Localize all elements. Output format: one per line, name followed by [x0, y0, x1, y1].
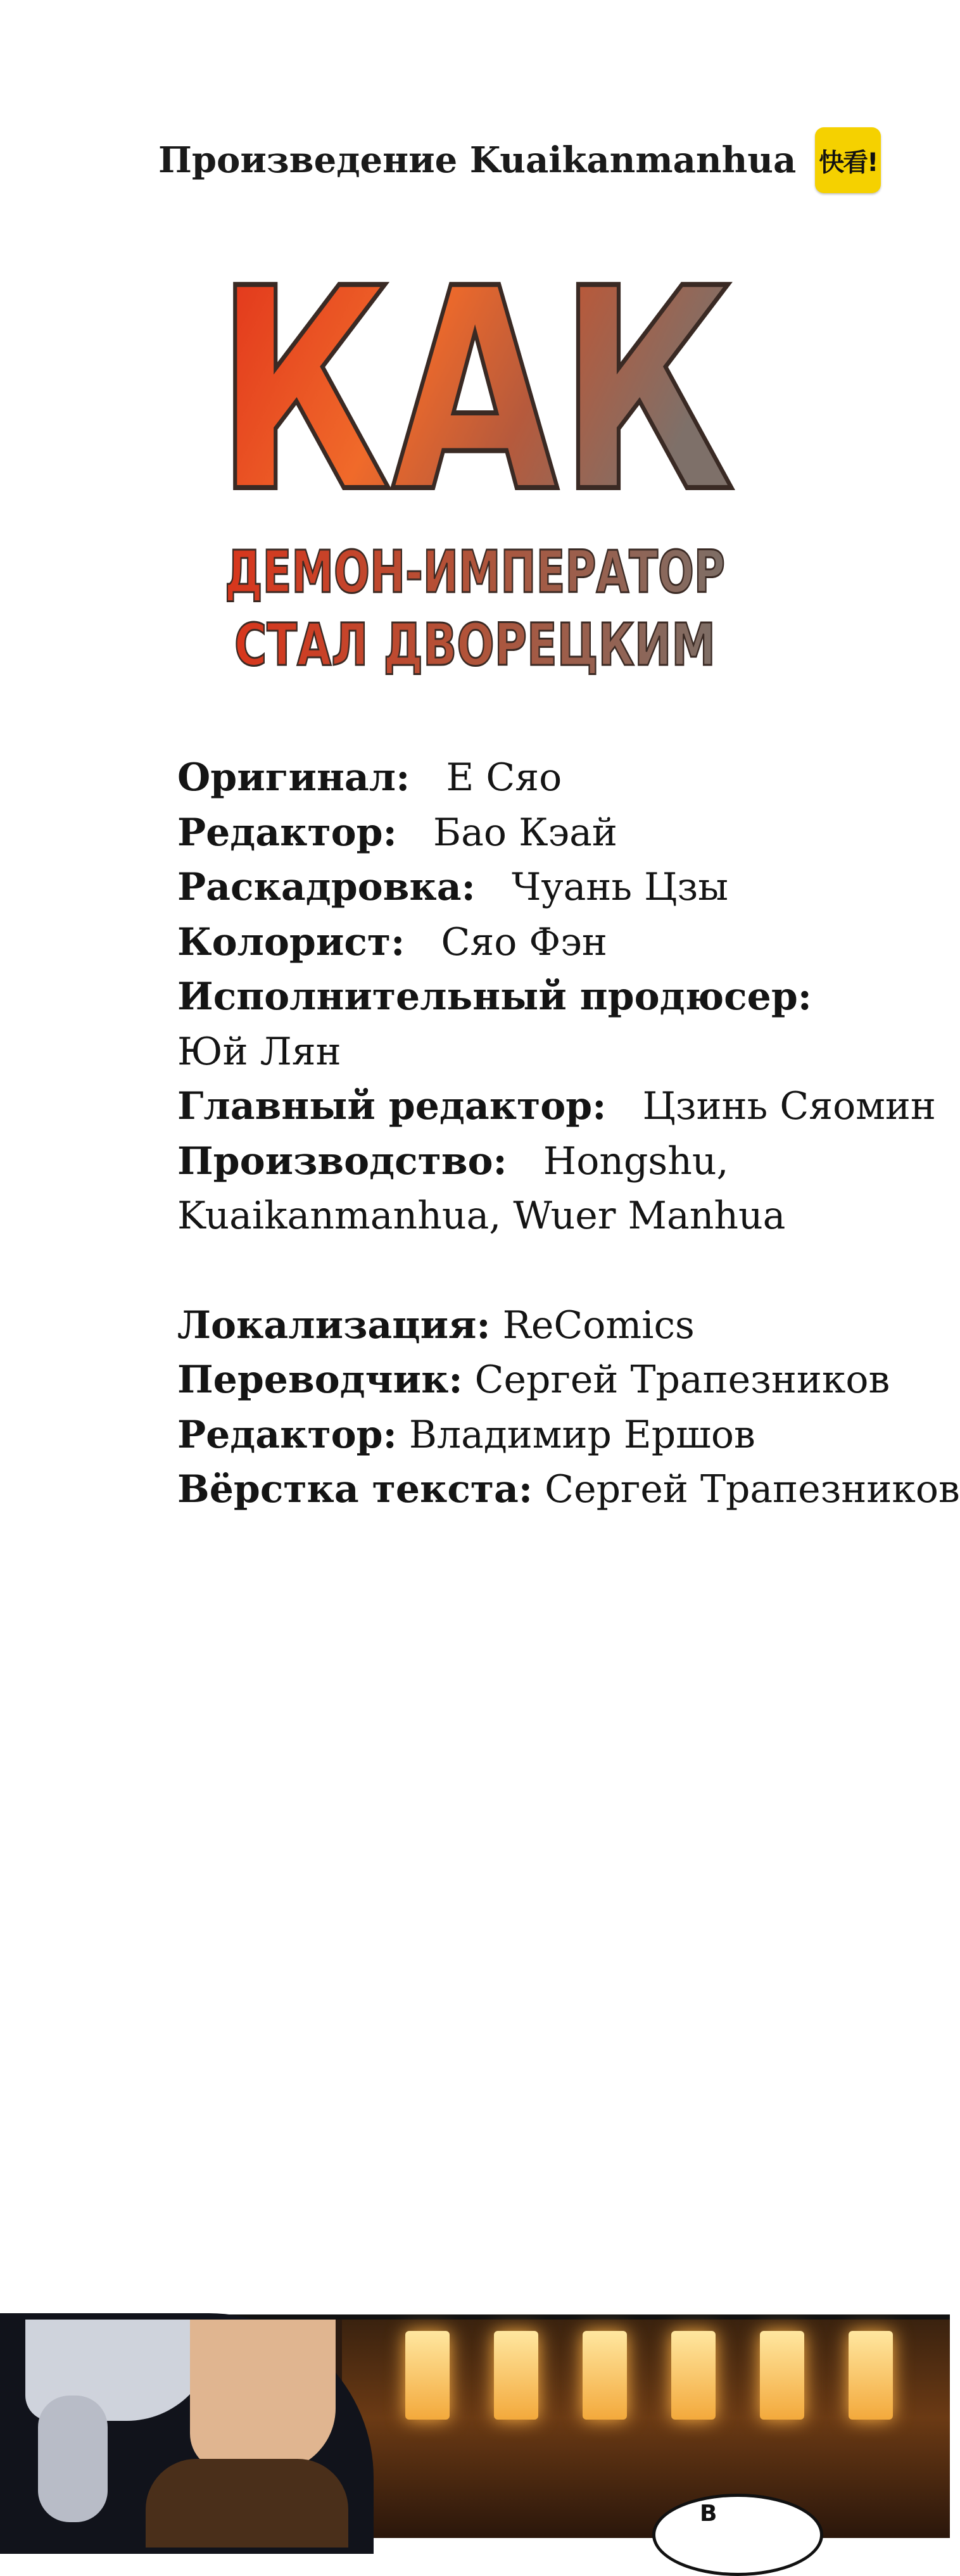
publisher-text: Произведение Kuaikanmanhua [158, 139, 797, 181]
credit-row: Колорист: Сяо Фэн [177, 919, 607, 964]
localization-row: Редактор: Владимир Ершов [177, 1412, 755, 1457]
title-line-2: ДЕМОН-ИМПЕРАТОР [225, 538, 725, 606]
title-word-kak: КАК [215, 229, 735, 553]
credit-row: Редактор: Бао Кэай [177, 810, 617, 855]
credit-row: Юй Лян [177, 1029, 341, 1074]
kuaikan-logo-text: 快看! [819, 148, 878, 177]
character-braid [38, 2396, 108, 2522]
lantern [849, 2331, 893, 2420]
credit-row: Kuaikanmanhua, Wuer Manhua [177, 1194, 786, 1238]
lantern [494, 2331, 538, 2420]
lantern [671, 2331, 716, 2420]
credit-row: Главный редактор: Цзинь Сяомин [177, 1084, 936, 1128]
lantern [405, 2331, 450, 2420]
lantern [760, 2331, 804, 2420]
publisher-line [158, 130, 881, 191]
localization-row: Вёрстка текста: Сергей Трапезников [177, 1467, 960, 1512]
kuaikan-logo [815, 127, 881, 193]
speech-bubble-text: В [700, 2501, 717, 2527]
section-gap [177, 1244, 887, 1298]
credits-block [177, 750, 960, 1517]
title-logo [203, 229, 747, 697]
character-face [190, 2320, 336, 2472]
character-shoulder [146, 2459, 348, 2548]
localization-row: Локализация: ReComics [177, 1303, 695, 1348]
localization-row: Переводчик: Сергей Трапезников [177, 1358, 890, 1402]
credit-row: Раскадровка: Чуань Цзы [177, 865, 728, 909]
title-line-3: СТАЛ ДВОРЕЦКИМ [234, 611, 716, 679]
credit-row: Оригинал: Е Сяо [177, 755, 562, 800]
credit-row: Исполнительный продюсер: [177, 975, 812, 1019]
credit-row: Производство: Hongshu, [177, 1139, 729, 1184]
comic-panel [0, 2314, 950, 2538]
lantern [583, 2331, 627, 2420]
speech-bubble [652, 2494, 823, 2576]
